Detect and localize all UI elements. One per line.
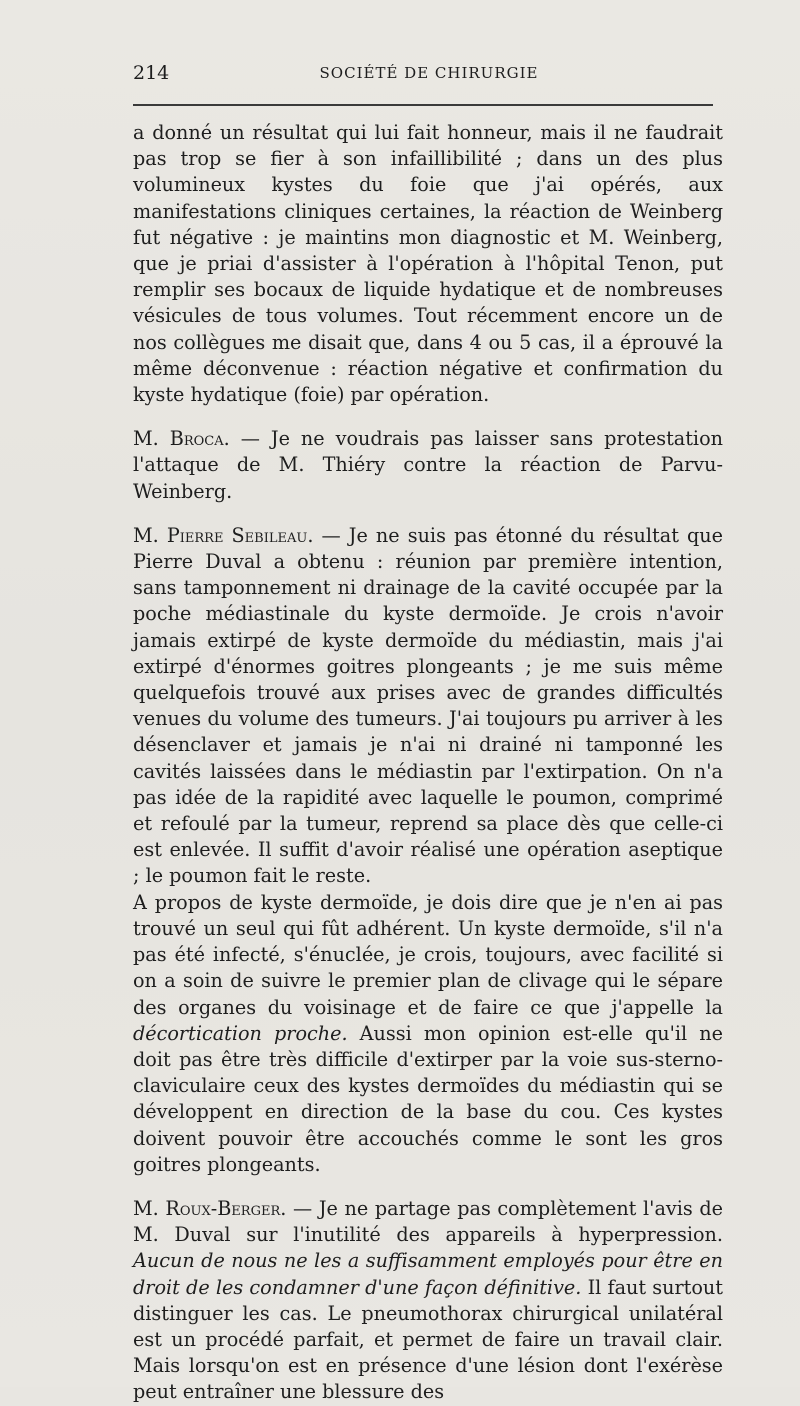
paragraph-text: A propos de kyste dermoïde, je dois dire que je n'en ai pas trouvé un seul qui fût adhérent. Un kyste dermoïde, s'il n'a pas été infecté, s'énuclée, je crois, toujours, avec facilité si on a soin de suivre le premier plan de clivage qui le sépare des organes du voisinage et de faire ce que j'appelle la: [133, 890, 723, 1019]
paragraph-kyste-dermoide: [133, 890, 723, 1178]
page-number: 214: [133, 62, 170, 84]
spacer: [133, 1178, 723, 1196]
paragraph-weinberg-reaction: [133, 120, 723, 408]
italic-sentence: Aucun de nous ne les a suffisamment employés pour être en droit de les condamner d'une façon définitive.: [133, 1249, 723, 1299]
paragraph-text: a donné un résultat qui lui fait honneur, mais il ne faudrait pas trop se fier à son infaillibilité ; dans un des plus volumineux kystes du foie que j'ai opérés, aux manifestations cliniques certaines, la réaction de Weinberg fut négative : je maintins mon diagnostic et M. Weinberg, que je priai d'assister à l'opération à l'hôpital Tenon, put remplir ses bocaux de liquide hydatique et de nombreuses vésicules de tous volumes. Tout récemment encore un de nos collègues me disait que, dans 4 ou 5 cas, il a éprouvé la même déconvenue : réaction négative et confirmation du kyste hydatique (foie) par opération.: [133, 121, 723, 407]
paragraph-text: . — Je ne partage pas complètement l'avis de M. Duval sur l'inutilité des appareils à hyperpression.: [133, 1196, 723, 1247]
speaker-prefix: M.: [133, 523, 167, 547]
paragraph-text: . — Je ne suis pas étonné du résultat que Pierre Duval a obtenu : réunion par première intention, sans tamponnement ni drainage de la cavité occupée par la poche médiastinale du kyste dermoïde. Je crois n'avoir jamais extirpé de kyste dermoïde du médiastin, mais j'ai extirpé d'énormes goitres plongeants ; je me suis même quelquefois trouvé aux prises avec de grandes difficultés venues du volume des tumeurs. J'ai toujours pu arriver à les désenclaver et jamais je n'ai ni drainé ni tamponné les cavités laissées dans le médiastin par l'extirpation. On n'a pas idée de la rapidité avec laquelle le poumon, comprimé et refoulé par la tumeur, reprend sa place dès que celle-ci est enlevée. Il suffit d'avoir réalisé une opération aseptique ; le poumon fait le reste.: [133, 523, 723, 888]
paragraph-text: . — Je ne voudrais pas laisser sans protestation l'attaque de M. Thiéry contre la réaction de Parvu-Weinberg.: [133, 427, 723, 503]
paragraph-text: Aussi mon opinion est-elle qu'il ne doit pas être très difficile d'extirper par la voie sus-sterno-claviculaire ceux des kystes dermoïdes du médiastin qui se développent en direction de la base du cou. Ces kystes doivent pouvoir être accouchés comme le sont les gros goitres plongeants.: [133, 1021, 724, 1176]
paragraph-text: Il faut surtout distinguer les cas. Le pneumothorax chirurgical unilatéral est un procédé parfait, et permet de faire un travail clair. Mais lorsqu'on est en présence d'une lésion dont l'exérèse peut entraîner une blessure des: [133, 1275, 723, 1404]
header-rule: [133, 104, 713, 106]
spacer: [133, 408, 723, 426]
italic-term: décortication proche.: [133, 1021, 348, 1045]
paragraph-broca: [133, 426, 723, 505]
paragraph-roux-berger: [133, 1196, 723, 1406]
speaker-name: Roux-Berger: [165, 1196, 281, 1220]
speaker-prefix: M.: [133, 427, 170, 451]
speaker-prefix: M.: [133, 1196, 166, 1220]
speaker-name: Pierre Sebileau: [166, 523, 308, 547]
running-title: SOCIÉTÉ DE CHIRURGIE: [319, 64, 539, 82]
body-text: [133, 120, 723, 1406]
page-header: [133, 62, 725, 88]
speaker-name: Broca: [169, 427, 224, 451]
spacer: [133, 505, 723, 523]
paragraph-sebileau: [133, 523, 723, 890]
